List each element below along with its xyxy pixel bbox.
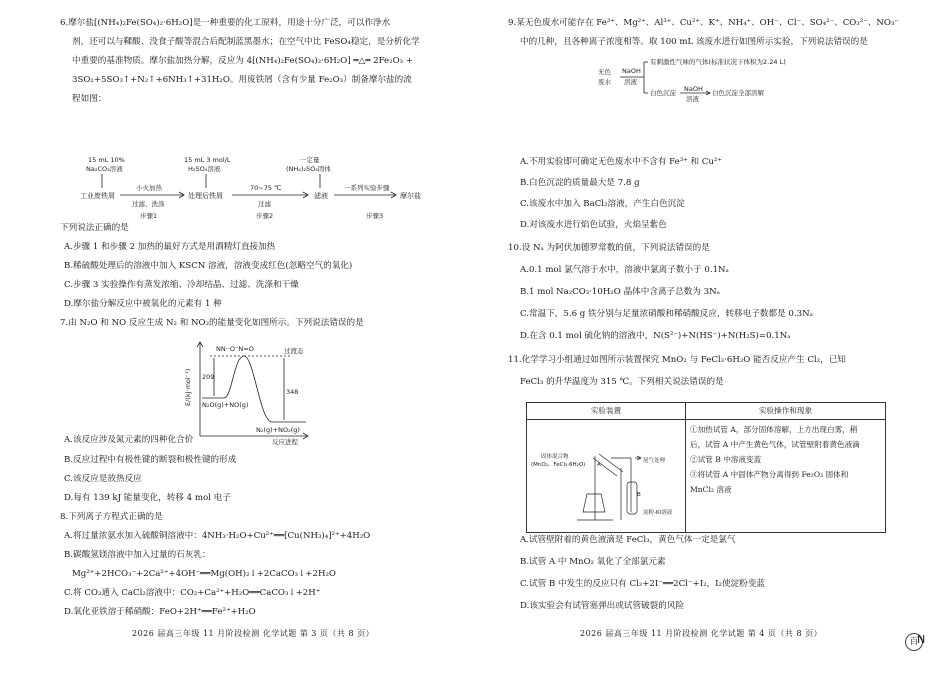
q9-gas: 有刺激性气味的气体(标准状况下体积为2.24 L) — [650, 58, 786, 66]
q9-flowchart — [596, 54, 836, 104]
apparatus-diagram — [527, 420, 677, 530]
flow-step2: 步骤2 — [256, 212, 274, 220]
energy-ts-label: 过渡态 — [284, 347, 304, 355]
energy-ea: 209 — [202, 373, 215, 381]
q9-option-b: B.白色沉淀的质量最大是 7.8 g — [520, 178, 640, 188]
energy-xlabel: 反应进程 — [272, 438, 298, 446]
table-ops-cell — [686, 420, 886, 533]
q6-line4: 3SO₂+5SO₃↑+N₂↑+6NH₃↑+31H₂O。用废铁屑（含有少量 Fe₂O₃）制备摩尔盐的流 — [72, 75, 412, 85]
flow-arrow1-bottom: 过滤、洗涤 — [132, 200, 165, 208]
table-header-apparatus: 实验装置 — [527, 403, 686, 420]
apparatus-b: B — [637, 492, 641, 498]
left-footer: 2026 届高三年级 11 月阶段检测 化学试题 第 3 页（共 8 页） — [132, 629, 375, 638]
q6-line5: 程如图： — [72, 94, 107, 104]
apparatus-label2: (MnO₂、FeCl₃·6H₂O) — [531, 462, 586, 468]
q11-option-d: D.该实验会有试管塞弹出或试管破裂的风险 — [520, 601, 685, 611]
table-header-ops: 实验操作和现象 — [686, 403, 886, 420]
flow-step1: 步骤1 — [140, 212, 158, 220]
q6-option-b: B.稀硫酸处理后的溶液中加入 KSCN 溶液，溶液变成红色(忽略空气的氧化) — [64, 261, 353, 271]
op-line3: ②试管 B 中溶液变蓝 — [690, 455, 762, 464]
energy-products: N₂(g)+NO₂(g) — [256, 426, 300, 434]
apparatus-a: A — [597, 462, 601, 468]
q11-option-a: A.试管壁附着的黄色液滴是 FeCl₃，黄色气体一定是氯气 — [520, 535, 736, 545]
q6-option-c: C.步骤 3 实验操作有蒸发浓缩、冷却结晶、过滤、洗涤和干燥 — [64, 280, 299, 290]
q9-reagent4: 溶液 — [686, 95, 699, 103]
right-footer: 2026 届高三年级 11 月阶段检测 化学试题 第 4 页（共 8 页） — [580, 629, 823, 638]
op-line4: ③将试管 A 中固体产物分离得到 Fe₂O₃ 固体和 — [690, 470, 849, 479]
flow-arrow2-bottom: 过滤 — [258, 200, 271, 208]
q8-option-a: A.将过量浓氨水加入硫酸铜溶液中：4NH₃·H₂O+Cu²⁺══[Cu(NH₃)₄]²⁺+4H₂O — [64, 531, 371, 541]
q9-reagent2: 溶液 — [624, 78, 637, 86]
q11-line2: FeCl₃ 的升华温度为 315 ℃。下列相关说法错误的是 — [520, 377, 724, 387]
q7-option-a: A.该反应涉及氮元素的四种化合价 — [64, 435, 194, 445]
apparatus-tail: 尾气处理 — [643, 458, 666, 464]
q6-option-d: D.摩尔盐分解反应中被氧化的元素有 1 种 — [64, 299, 222, 309]
q8-stem: 8.下列离子方程式正确的是 — [60, 512, 163, 522]
q9-line2: 中的几种，且各种离子浓度相等。取 100 mL 该废水进行如图所示实验，下列说法错误的是 — [520, 37, 868, 47]
energy-ts-structure: NN··O⁻N=O — [216, 345, 254, 353]
flow-reagent2b: H₂SO₄溶液 — [188, 165, 221, 173]
q8-option-c: C.将 CO₂通入 CaCl₂溶液中：CO₂+Ca²⁺+H₂O══CaCO₃↓+2H⁺ — [64, 588, 321, 598]
q6-stem: 下列说法正确的是 — [60, 223, 129, 233]
q9-option-c: C.该废水中加入 BaCl₂溶液，产生白色沉淀 — [520, 199, 685, 209]
q8-option-b-eq: Mg²⁺+2HCO₃⁻+2Ca²⁺+4OH⁻══Mg(OH)₂↓+2CaCO₃↓+2H₂O — [72, 569, 336, 579]
flow-reagent1: 15 mL 10% — [88, 156, 125, 164]
stamp-badge-letter: N — [917, 633, 926, 646]
op-line2: 后，试管 A 中产生黄色气体，试管壁附着黄色液滴 — [690, 440, 860, 449]
apparatus-ki: 淀粉-KI溶液 — [643, 510, 673, 516]
q6-option-a: A.步骤 1 和步骤 2 加热的最好方式是用酒精灯直接加热 — [64, 242, 276, 252]
q9-line1: 9.某无色废水可能存在 Fe³⁺、Mg²⁺、Al³⁺、Cu²⁺、K⁺、NH₄⁺、OH⁻、Cl⁻、SO₄²⁻、CO₃²⁻、NO₃⁻ — [508, 18, 899, 28]
flow-reagent2: 15 mL 3 mol/L — [184, 156, 231, 164]
q11-option-b: B.试管 A 中 MnO₂ 氧化了全部氯元素 — [520, 557, 666, 567]
q6-flowchart — [80, 150, 440, 230]
q8-option-d: D.氧化亚铁溶于稀硝酸：FeO+2H⁺══Fe²⁺+H₂O — [64, 607, 256, 617]
flow-node2: 处理后铁屑 — [188, 192, 223, 200]
apparatus-label1: 固体混合物 — [541, 454, 569, 460]
flow-arrow2-top: 70~75 ℃ — [250, 184, 282, 192]
q9-option-a: A.不用实验即可确定无色废水中不含有 Fe³⁺ 和 Cu²⁺ — [520, 157, 722, 167]
q10-option-c: C.常温下，5.6 g 铁分别与足量浓硝酸和稀硝酸反应，转移电子数都是 0.3Nₐ — [520, 309, 813, 319]
q7-option-b: B.反应过程中有极性键的断裂和极性键的形成 — [64, 455, 237, 465]
q7-stem: 7.由 N₂O 和 NO 反应生成 N₂ 和 NO₂的能量变化如图所示。下列说法错误的是 — [60, 318, 364, 328]
q8-option-b: B.碳酸氢镁溶液中加入过量的石灰乳： — [64, 550, 211, 560]
q11-table — [526, 402, 886, 533]
q10-option-b: B.1 mol Na₂CO₃·10H₂O 晶体中含离子总数为 3Nₐ — [520, 287, 720, 297]
flow-node3: 滤液 — [314, 192, 328, 200]
energy-ylabel: E/(kJ·mol⁻¹) — [184, 368, 192, 406]
q7-option-c: C.该反应是放热反应 — [64, 474, 142, 484]
energy-eb: 348 — [286, 388, 299, 396]
q7-energy-diagram — [180, 336, 320, 446]
flow-reagent1b: Na₂CO₃溶液 — [86, 165, 123, 173]
q9-src2: 废水 — [598, 78, 611, 86]
flow-arrow1-top: 小火加热 — [136, 184, 162, 192]
flow-node4: 摩尔盐 — [400, 192, 421, 200]
flow-node1: 工业废铁屑 — [80, 192, 115, 200]
q10-option-a: A.0.1 mol 氯气溶于水中，溶液中氯离子数小于 0.1Nₐ — [520, 265, 729, 275]
energy-reactants: N₂O(g)+NO(g) — [202, 401, 249, 409]
flow-reagent3: 一定量 — [300, 156, 320, 164]
q6-line2: 剂，还可以与鞣酸、没食子酸等混合后配制蓝黑墨水；在空气中比 FeSO₄稳定，是分析化学 — [72, 37, 420, 47]
q7-option-d: D.每有 139 kJ 能量变化，转移 4 mol 电子 — [64, 493, 231, 503]
q9-reagent3: NaOH — [684, 85, 703, 93]
q6-line3: 中重要的基准物质。摩尔盐加热分解，反应为 4[(NH₄)₂Fe(SO₄)₂·6H₂O] ═△═ 2Fe₂O₃ + — [72, 56, 414, 66]
flow-reagent3b: (NH₄)₂SO₄固体 — [286, 165, 331, 173]
op-line5: MnCl₂ 溶液 — [690, 485, 732, 494]
q6-line1: 6.摩尔盐[(NH₄)₂Fe(SO₄)₂·6H₂O]是一种重要的化工原料，用途十分广泛，可以作净水 — [60, 18, 391, 28]
q11-option-c: C.试管 B 中发生的反应只有 Cl₂+2I⁻══2Cl⁻+I₂，I₂使淀粉变蓝 — [520, 579, 765, 589]
flow-step3: 步骤3 — [366, 212, 384, 220]
flow-arrow3-top: 一系列实验步骤 — [344, 184, 390, 192]
q9-reagent1: NaOH — [622, 67, 641, 75]
q9-result: 白色沉淀全部溶解 — [712, 89, 764, 97]
q9-src1: 无色 — [598, 68, 611, 76]
table-apparatus-cell — [527, 420, 686, 533]
stamp-badge: 百 — [905, 633, 923, 651]
q11-line1: 11.化学学习小组通过如图所示装置探究 MnO₂ 与 FeCl₃·6H₂O 能否反应产生 Cl₂，已知 — [508, 355, 846, 365]
q10-option-d: D.在含 0.1 mol 硫化钠的溶液中，N(S²⁻)+N(HS⁻)+N(H₂S)=0.1Nₐ — [520, 331, 791, 341]
q9-ppt: 白色沉淀 — [650, 89, 676, 97]
q9-option-d: D.对该废水进行焰色试验，火焰呈紫色 — [520, 220, 667, 230]
q10-stem: 10.设 Nₐ 为阿伏加德罗常数的值，下列说法错误的是 — [508, 243, 710, 253]
op-line1: ①加热试管 A，部分固体溶解，上方出现白雾，稍 — [690, 425, 858, 434]
